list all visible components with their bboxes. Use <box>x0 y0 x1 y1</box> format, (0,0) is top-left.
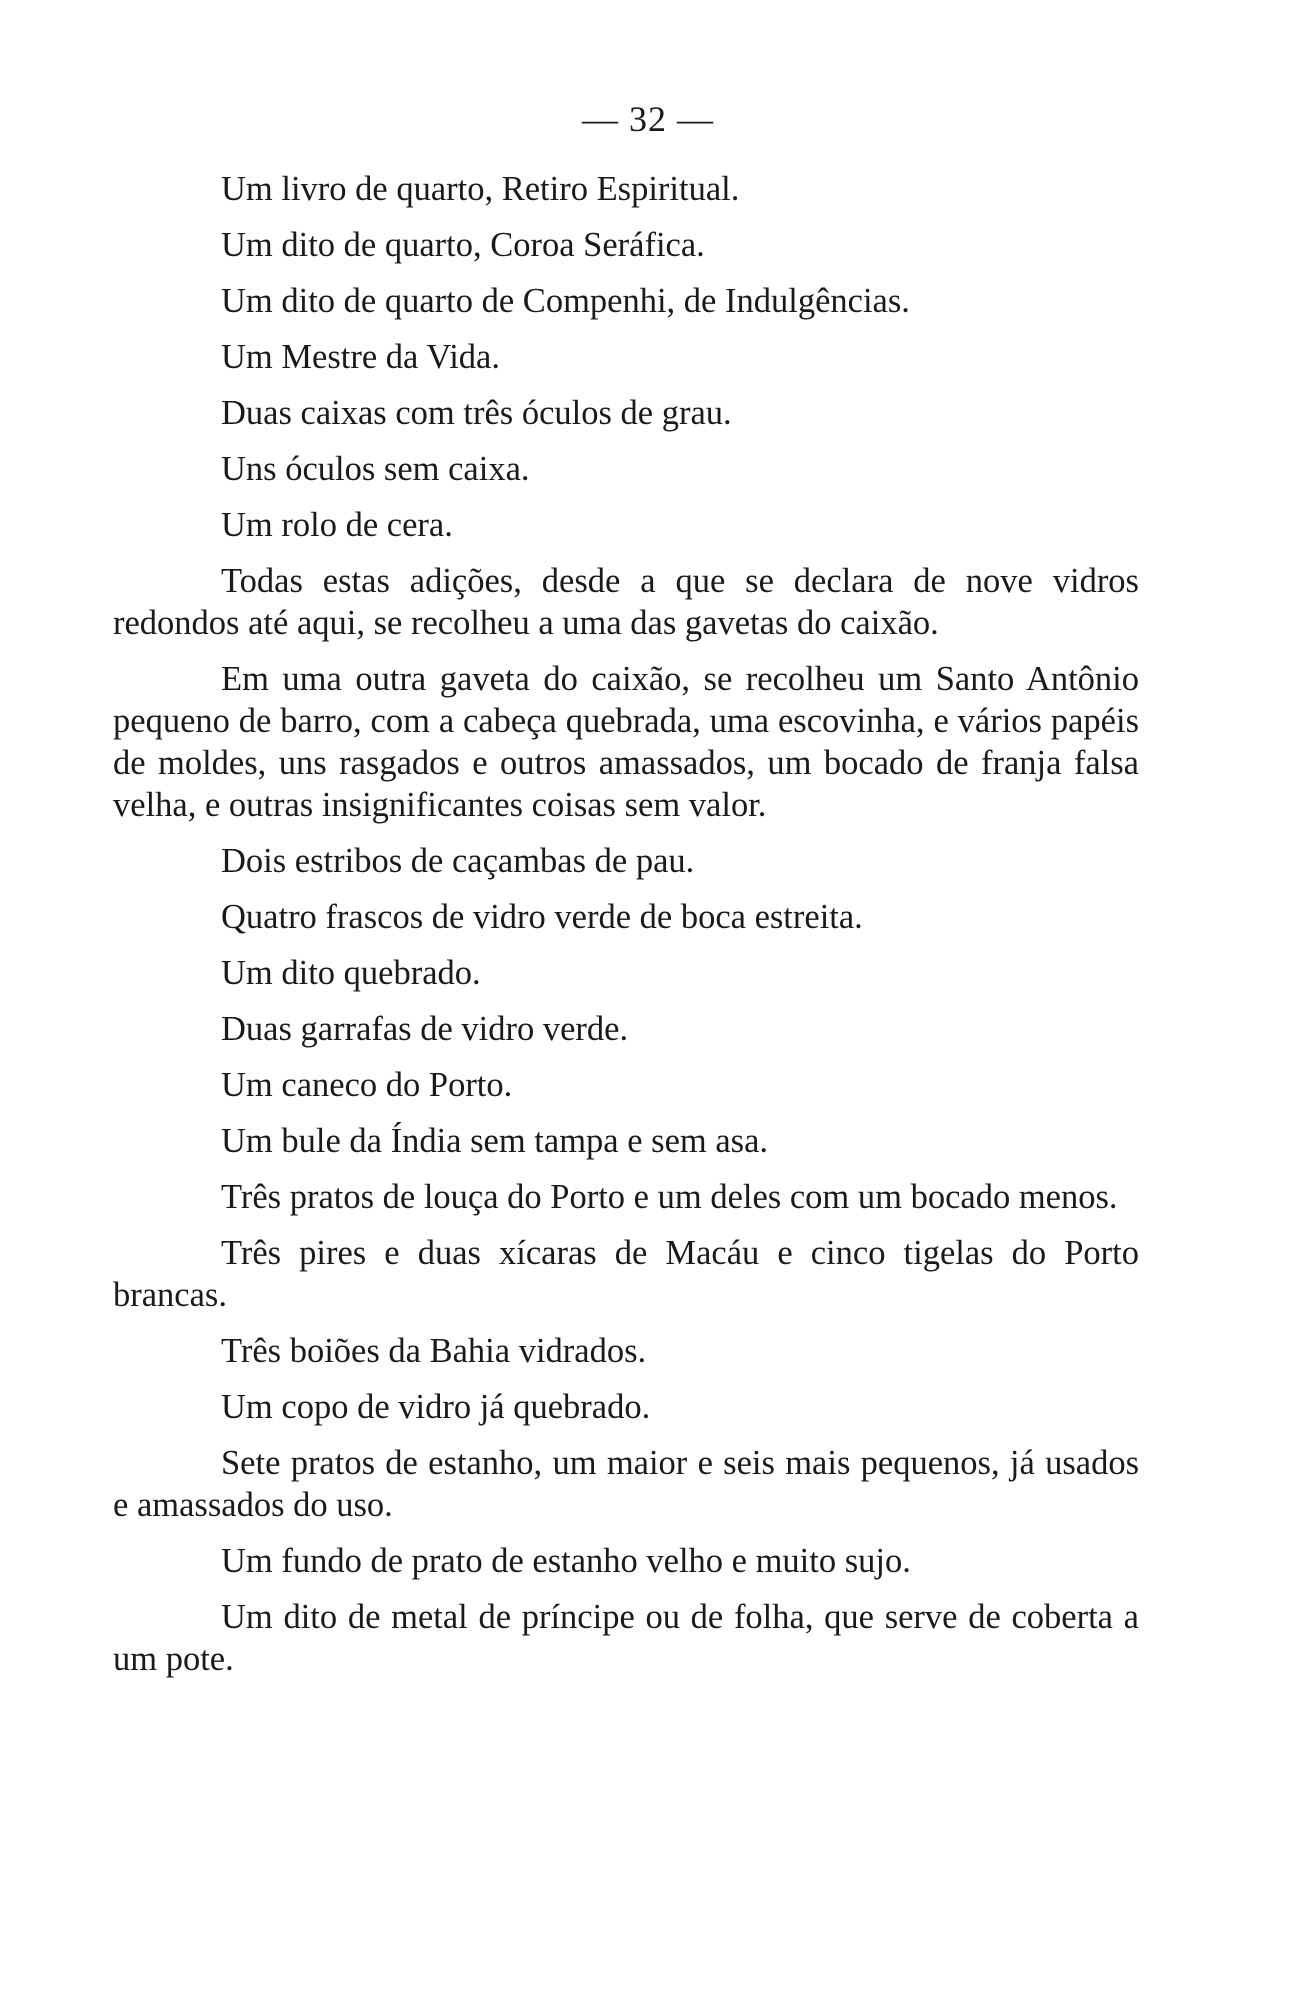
page-number: — 32 — <box>582 99 714 139</box>
paragraph: Três pratos de louça do Porto e um deles com um bocado menos. <box>221 1178 1118 1216</box>
paragraph: Quatro frascos de vidro verde de boca estreita. <box>221 898 863 936</box>
paragraph: Duas caixas com três óculos de grau. <box>221 394 732 432</box>
paragraph: Um dito de metal de príncipe ou de folha, que serve de coberta a um pote. <box>113 1598 1139 1678</box>
paragraph: Em uma outra gaveta do caixão, se recolheu um Santo Antônio pequeno de barro, com a cabeça quebrada, uma escovinha, e vários papéis de moldes, uns rasgados e outros amassados, um bocado de franja falsa velha, e outras insignificantes coisas sem valor. <box>113 660 1139 824</box>
paragraph: Um fundo de prato de estanho velho e muito sujo. <box>221 1542 911 1580</box>
paragraph: Um bule da Índia sem tampa e sem asa. <box>221 1122 769 1160</box>
body-text <box>113 168 1139 1694</box>
paragraph: Um dito quebrado. <box>221 954 481 992</box>
paragraph: Três pires e duas xícaras de Macáu e cinco tigelas do Porto brancas. <box>113 1234 1139 1314</box>
paragraph: Um Mestre da Vida. <box>221 338 500 376</box>
paragraph: Um dito de quarto, Coroa Seráfica. <box>221 226 705 264</box>
paragraph: Todas estas adições, desde a que se declara de nove vidros redondos até aqui, se recolheu a uma das gavetas do caixão. <box>113 562 1139 642</box>
paragraph: Um rolo de cera. <box>221 506 453 544</box>
paragraph: Um copo de vidro já quebrado. <box>221 1388 651 1426</box>
paragraph: Um caneco do Porto. <box>221 1066 513 1104</box>
paragraph: Dois estribos de caçambas de pau. <box>221 842 695 880</box>
paragraph: Duas garrafas de vidro verde. <box>221 1010 629 1048</box>
paragraph: Um dito de quarto de Compenhi, de Indulgências. <box>221 282 910 320</box>
paragraph: Uns óculos sem caixa. <box>221 450 530 488</box>
paragraph: Três boiões da Bahia vidrados. <box>221 1332 647 1370</box>
paragraph: Sete pratos de estanho, um maior e seis mais pequenos, já usados e amassados do uso. <box>113 1444 1139 1524</box>
paragraph: Um livro de quarto, Retiro Espiritual. <box>221 170 740 208</box>
